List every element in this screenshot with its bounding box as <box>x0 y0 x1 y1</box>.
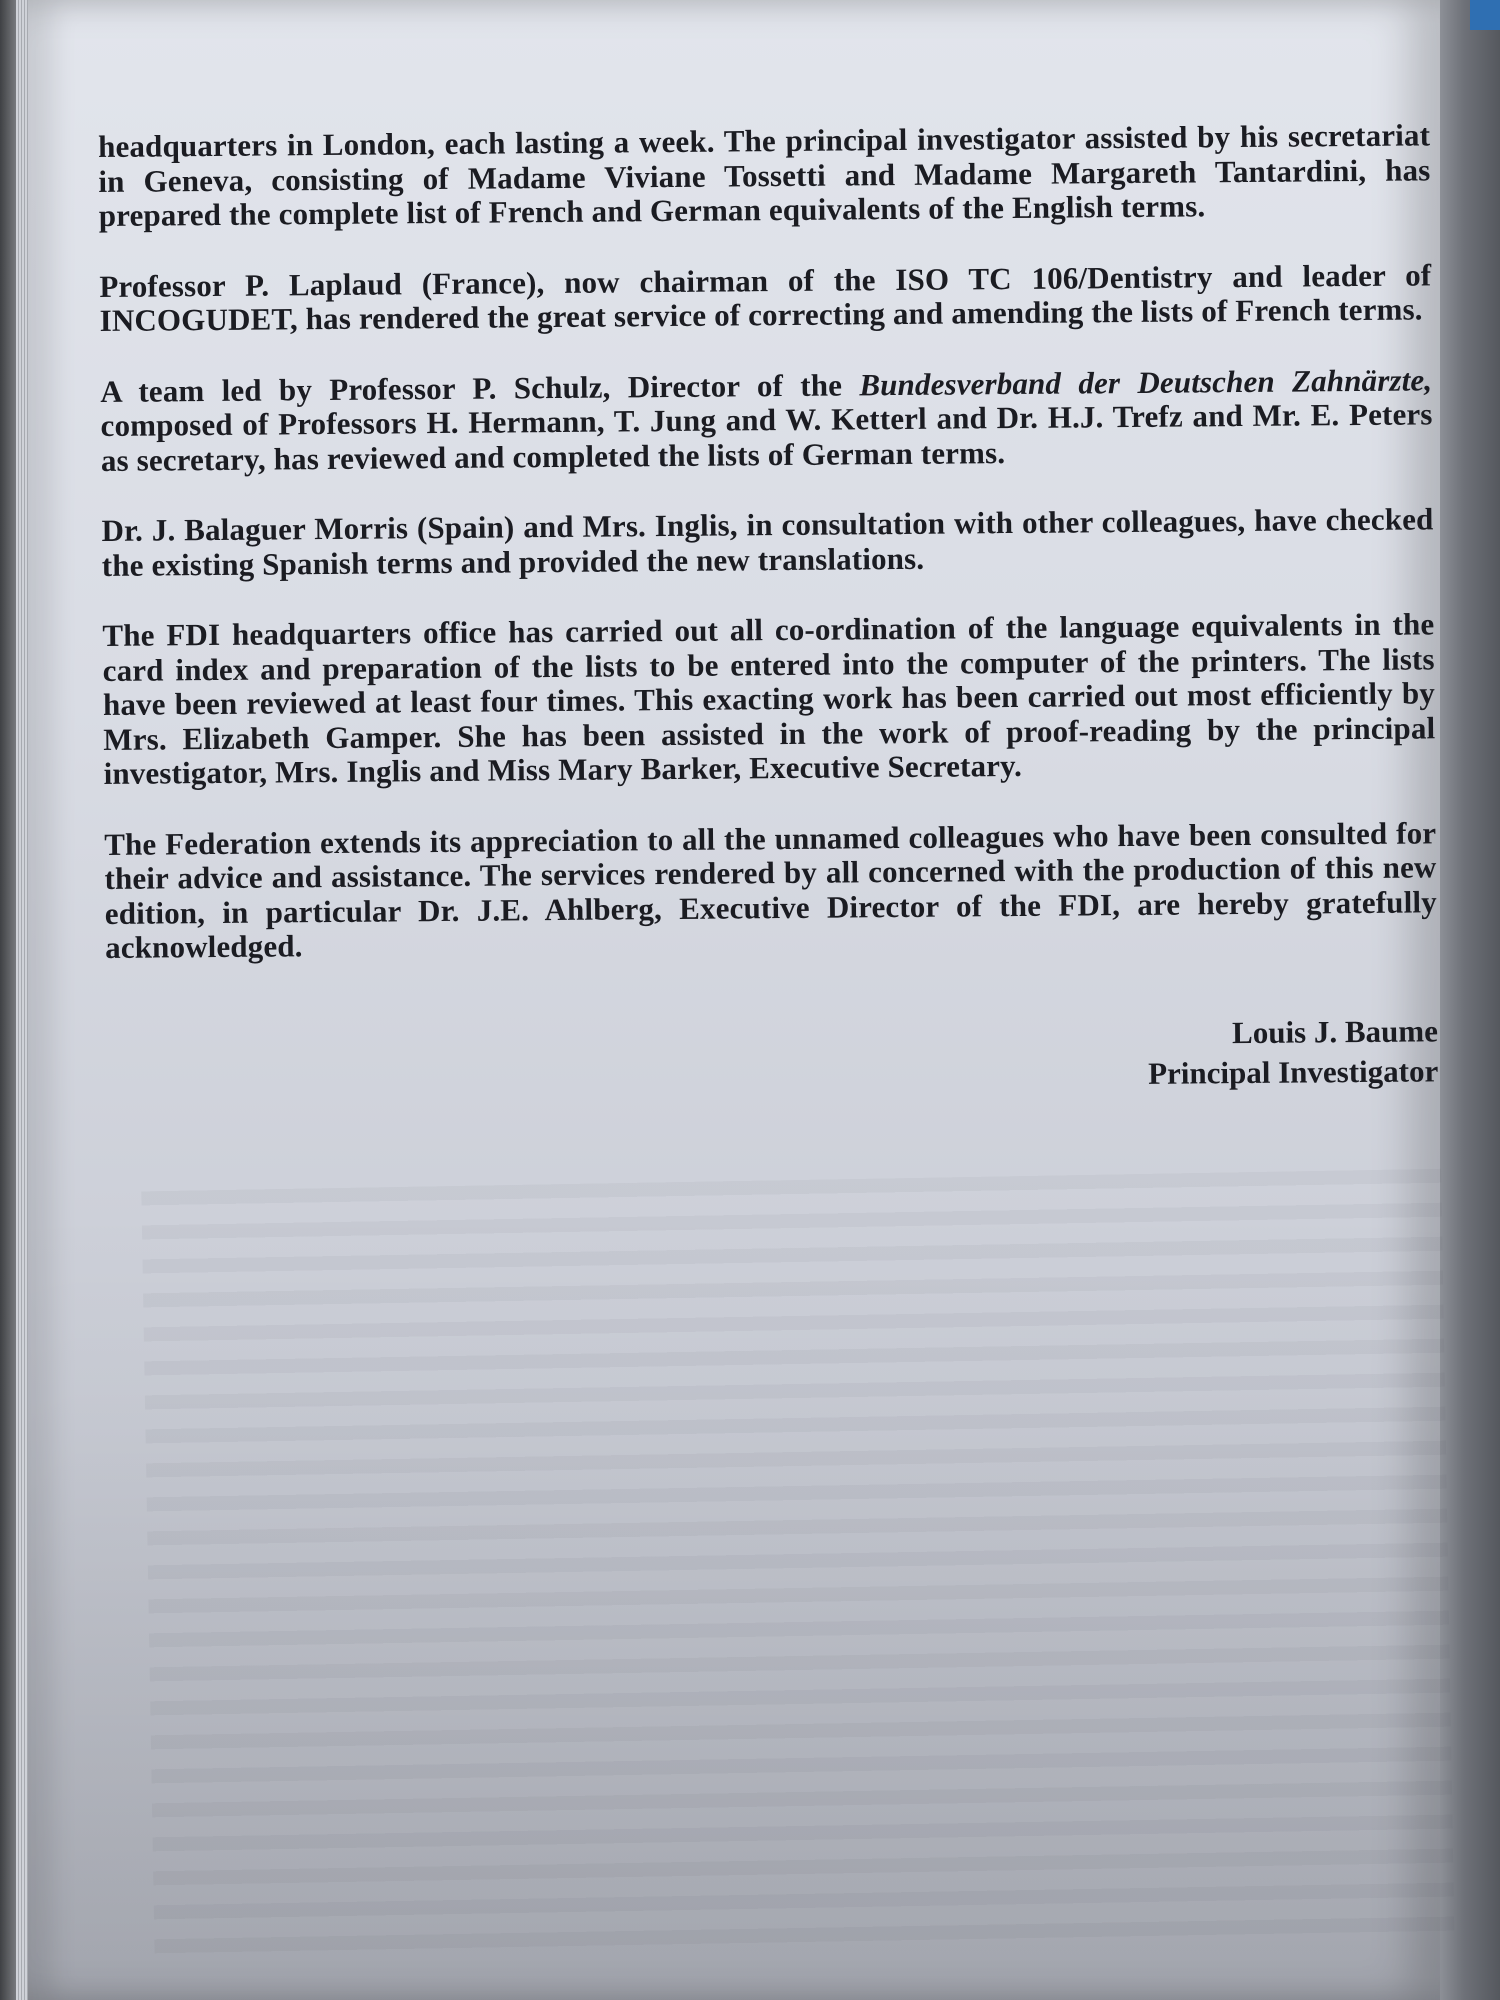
signature-name: Louis J. Baume <box>1231 1012 1439 1050</box>
paragraph-laplaud: Professor P. Laplaud (France), now chairman of the ISO TC 106/Dentistry and leader of INCOGUDET, has rendered the great service of correcting and amending the lists of French terms. <box>99 256 1432 338</box>
show-through-text <box>141 1169 1454 1972</box>
signature-block <box>106 1014 1439 1101</box>
paragraph-spanish: Dr. J. Balaguer Morris (Spain) and Mrs. Inglis, in consultation with other colleagues, have checked the existing Spanish terms and provided the new translations. <box>101 501 1434 583</box>
paragraph-schulz-start: A team led by Professor P. Schulz, Director of the <box>100 366 860 409</box>
paragraph-schulz-end: composed of Professors H. Hermann, T. Jung and W. Ketterl and Dr. H.J. Trefz and Mr. E. Peters as secretary, has reviewed and completed the lists of German terms. <box>100 396 1433 478</box>
paragraph-federation: The Federation extends its appreciation to all the unnamed colleagues who have been consulted for their advice and assistance. The services rendered by all concerned with the production of this new edition, in particular Dr. J.E. Ahlberg, Executive Director of the FDI, are hereby gratefully acknowledged. <box>104 814 1437 965</box>
paragraph-schulz-italic: Bundesverband der Deutschen Zahnärzte, <box>859 361 1433 402</box>
paragraph-schulz <box>100 363 1433 478</box>
page-text-block <box>98 118 1438 1106</box>
paragraph-fdi-office: The FDI headquarters office has carried out all co-ordination of the language equivalents in the card index and preparation of the lists to be entered into the computer of the printers. The lists have been reviewed at least four times. This exacting work has been carried out most efficiently by Mrs. Elizabeth Gamper. She has been assisted in the work of proof-reading by the principal investigator, Mrs. Inglis and Miss Mary Barker, Executive Secretary. <box>102 606 1436 791</box>
paragraph-headquarters: headquarters in London, each lasting a week. The principal investigator assisted by his secretariat in Geneva, consisting of Madame Viviane Tossetti and Madame Margareth Tantardini, has prepared the complete list of French and German equivalents of the English terms. <box>97 117 1431 233</box>
signature-title: Principal Investigator <box>1147 1053 1439 1091</box>
background-corner <box>1470 0 1500 30</box>
book-right-edge <box>1440 0 1500 2000</box>
